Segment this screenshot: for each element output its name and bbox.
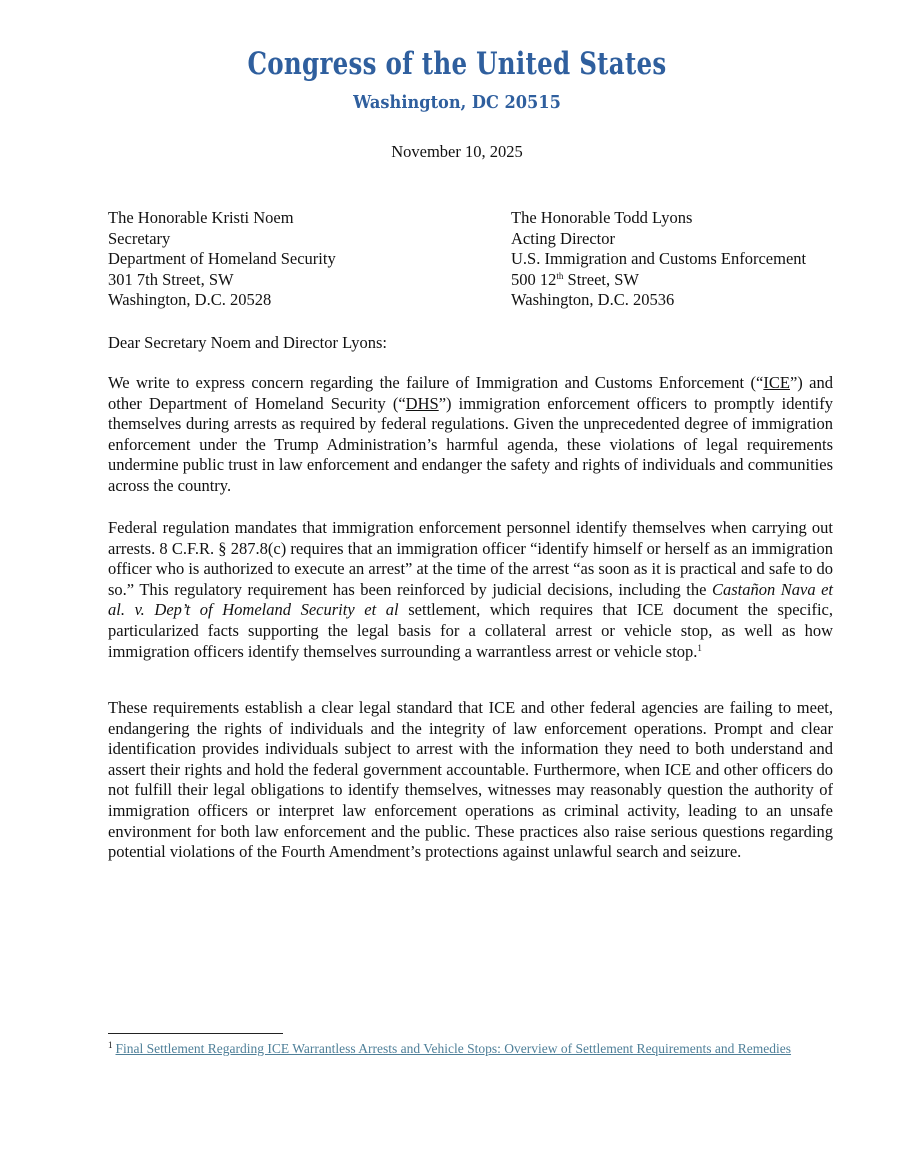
recipient-city: Washington, D.C. 20536	[511, 290, 675, 309]
footnote-divider	[108, 1033, 283, 1034]
dhs-abbreviation: DHS	[405, 393, 439, 413]
recipient-street	[511, 270, 806, 291]
p1-text-c: ”) immigration enforcement officers to promptly identify themselves during arrests as required by federal regulations. Given the unprecedented degree of immigration enforcement under the Trump Administration’s harmful agenda, these violations of legal requirements undermine public trust in law enforcement and endanger the safety and rights of individuals and communities across the country.	[108, 393, 833, 495]
letterhead-title: Congress of the United States	[247, 46, 667, 82]
body-paragraph-2	[108, 518, 833, 662]
body-paragraph-1	[108, 373, 833, 497]
case-citation: Castañon Nava et al. v. Dep’t of Homeland Security et al	[108, 579, 834, 620]
recipient-title: Acting Director	[511, 228, 616, 248]
street-ordinal: th	[556, 270, 564, 281]
street-number: 500 12	[511, 269, 557, 289]
footnote-1	[108, 1040, 808, 1057]
body-paragraph-3: These requirements establish a clear legal standard that ICE and other federal agencies are failing to meet, endangering the rights of individuals and the integrity of law enforcement operations. Prompt and clear identification provides individuals subject to arrest with the information they need to both understand and assert their rights and hold the federal government accountable. Furthermore, when ICE and other officers do not fulfill their legal obligations to identify themselves, witnesses may reasonably question the authority of immigration officers or interpret law enforcement operations as criminal activity, leading to an unsafe environment for both law enforcement and the public. These practices also raise serious questions regarding potential violations of the Fourth Amendment’s protections against unlawful search and seizure.	[108, 698, 833, 862]
ice-abbreviation: ICE	[763, 373, 790, 392]
p2-text-b: settlement, which requires that ICE document the specific, particularized facts supporting the legal basis for a collateral arrest or vehicle stop, as well as how immigration officers identify themselves surrounding a warrantless arrest or vehicle stop.	[108, 600, 833, 661]
street-rest: Street, SW	[563, 269, 640, 289]
recipient-organization: U.S. Immigration and Customs Enforcement	[511, 249, 807, 268]
salutation: Dear Secretary Noem and Director Lyons:	[108, 333, 388, 352]
recipient-street: 301 7th Street, SW	[108, 269, 234, 289]
recipient-name: The Honorable Todd Lyons	[511, 208, 693, 227]
p2-text-a: Federal regulation mandates that immigration enforcement personnel identify themselves when carrying out arrests. 8 C.F.R. § 287.8(c) requires that an immigration officer “identify himself or herself as an immigration officer who is authorized to execute an arrest” at the time of the arrest “as soon as it is practical and safe to do so.” This regulatory requirement has been reinforced by judicial decisions, including the	[108, 518, 833, 599]
letterhead-subtitle: Washington, DC 20515	[353, 92, 561, 113]
letter-date: November 10, 2025	[391, 142, 523, 161]
recipient-address-right	[511, 208, 806, 311]
footnote-reference[interactable]: 1	[697, 642, 702, 653]
recipient-city: Washington, D.C. 20528	[108, 290, 272, 309]
recipient-title: Secretary	[108, 228, 171, 248]
footnote-number: 1	[108, 1040, 113, 1050]
footnote-link[interactable]: Final Settlement Regarding ICE Warrantless Arrests and Vehicle Stops: Overview of Settlement Requirements and Remedies	[115, 1041, 792, 1056]
p1-text-a: We write to express concern regarding the failure of Immigration and Customs Enforcement (“	[108, 373, 764, 392]
recipient-name: The Honorable Kristi Noem	[108, 208, 294, 227]
recipient-address-left	[108, 208, 336, 311]
recipient-organization: Department of Homeland Security	[108, 249, 336, 268]
p1-text-b: ”) and other Department of Homeland Security (“	[108, 373, 833, 413]
